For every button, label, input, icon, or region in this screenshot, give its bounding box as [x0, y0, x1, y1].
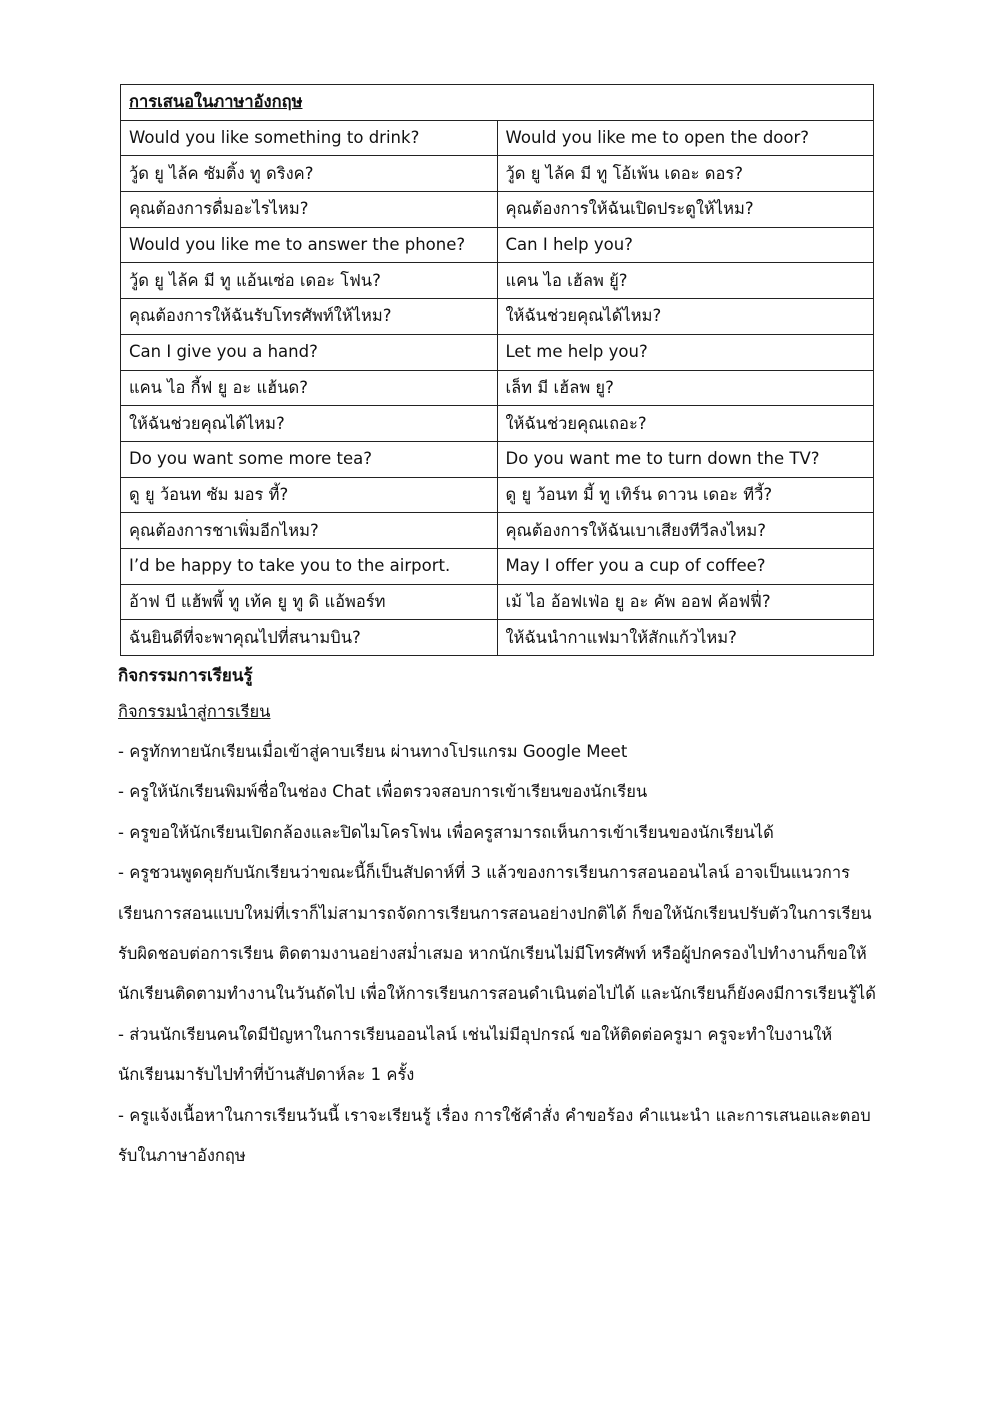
activity-line: - ครูทักทายนักเรียนเมื่อเข้าสู่คาบเรียน ผ่านทางโปรแกรม Google Meet — [118, 742, 628, 761]
phrase-cell-right: ให้ฉันช่วยคุณเถอะ? — [497, 406, 874, 442]
activity-line: นักเรียนติดตามทำงานในวันถัดไป เพื่อให้การเรียนการสอนดำเนินต่อไปได้ และนักเรียนก็ยังคงมีการเรียนรู้ได้ — [118, 984, 876, 1004]
table-row — [121, 513, 874, 549]
phrase-cell-left: Can I give you a hand? — [121, 334, 498, 370]
phrase-cell-right: Let me help you? — [497, 334, 874, 370]
phrase-cell-right: Do you want me to turn down the TV? — [497, 441, 874, 477]
phrase-cell-right: แคน ไอ เฮ้ลพ ยู้? — [497, 263, 874, 299]
table-row — [121, 334, 874, 370]
phrase-cell-right: คุณต้องการให้ฉันเบาเสียงทีวีลงไหม? — [497, 513, 874, 549]
phrase-cell-left: วู้ด ยู ไล้ค ซัมติ้ง ทู ดริงค? — [121, 156, 498, 192]
phrase-cell-left: อ้าฟ บี แฮ้พพี้ ทู เท้ค ยู ทู ดิ แอ้พอร์ท — [121, 584, 498, 620]
activity-line: นักเรียนมารับไปทำที่บ้านสัปดาห์ละ 1 ครั้ง — [118, 1065, 415, 1085]
learning-activities-section — [118, 662, 878, 1176]
phrase-cell-right: คุณต้องการให้ฉันเปิดประตูให้ไหม? — [497, 192, 874, 228]
table-row — [121, 156, 874, 192]
activity-line: - ส่วนนักเรียนคนใดมีปัญหาในการเรียนออนไลน์ เช่นไม่มีอุปกรณ์ ขอให้ติดต่อครูมา ครูจะทำใบงานให้ — [118, 1024, 833, 1044]
phrase-cell-right: ให้ฉันช่วยคุณได้ไหม? — [497, 299, 874, 335]
phrase-cell-left: คุณต้องการดื่มอะไรไหม? — [121, 192, 498, 228]
phrase-cell-right: May I offer you a cup of coffee? — [497, 548, 874, 584]
table-row — [121, 299, 874, 335]
activity-line: - ครูแจ้งเนื้อหาในการเรียนวันนี้ เราจะเรียนรู้ เรื่อง การใช้คำสั่ง คำขอร้อง คำแนะนำ และการเสนอและตอบ — [118, 1105, 871, 1125]
table-row — [121, 441, 874, 477]
phrase-cell-right: Can I help you? — [497, 227, 874, 263]
activity-line: เรียนการสอนแบบใหม่ที่เราก็ไม่สามารถจัดการเรียนการสอนอย่างปกติได้ ก็ขอให้นักเรียนปรับตัวในการเรียน — [118, 903, 872, 923]
phrase-cell-left: แคน ไอ กี้ฟ ยู อะ แฮ้นด? — [121, 370, 498, 406]
offers-phrase-table — [120, 84, 874, 656]
activity-line: - ครูขอให้นักเรียนเปิดกล้องและปิดไมโครโฟน เพื่อครูสามารถเห็นการเข้าเรียนของนักเรียนได้ — [118, 822, 774, 842]
phrase-cell-right: ดู ยู ว้อนท มี้ ทู เทิร์น ดาวน เดอะ ทีวี้? — [497, 477, 874, 513]
activity-line: รับผิดชอบต่อการเรียน ติดตามงานอย่างสม่ำเสมอ หากนักเรียนไม่มีโทรศัพท์ หรือผู้ปกครองไปทำงานก็ขอให้ — [118, 943, 867, 963]
table-row — [121, 120, 874, 156]
phrase-cell-left: ฉันยินดีที่จะพาคุณไปที่สนามบิน? — [121, 620, 498, 656]
table-header-row — [121, 85, 874, 121]
phrase-cell-left: I’d be happy to take you to the airport. — [121, 548, 498, 584]
table-row — [121, 477, 874, 513]
activity-line: - ครูให้นักเรียนพิมพ์ชื่อในช่อง Chat เพื่อตรวจสอบการเข้าเรียนของนักเรียน — [118, 782, 648, 802]
table-row — [121, 584, 874, 620]
table-heading: การเสนอในภาษาอังกฤษ — [121, 85, 874, 121]
phrase-cell-right: ให้ฉันนำกาแฟมาให้สักแก้วไหม? — [497, 620, 874, 656]
phrase-cell-left: Would you like something to drink? — [121, 120, 498, 156]
phrase-cell-left: Would you like me to answer the phone? — [121, 227, 498, 263]
phrase-cell-left: คุณต้องการชาเพิ่มอีกไหม? — [121, 513, 498, 549]
phrase-cell-right: Would you like me to open the door? — [497, 120, 874, 156]
phrase-cell-left: Do you want some more tea? — [121, 441, 498, 477]
table-row — [121, 192, 874, 228]
table-row — [121, 263, 874, 299]
phrase-cell-left: ให้ฉันช่วยคุณได้ไหม? — [121, 406, 498, 442]
phrase-cell-left: คุณต้องการให้ฉันรับโทรศัพท์ให้ไหม? — [121, 299, 498, 335]
phrase-cell-right: เล็ท มี เฮ้ลพ ยู? — [497, 370, 874, 406]
table-row — [121, 548, 874, 584]
activity-line: - ครูชวนพูดคุยกับนักเรียนว่าขณะนี้ก็เป็นสัปดาห์ที่ 3 แล้วของการเรียนการสอนออนไลน์ อาจเป็นแนวการ — [118, 863, 850, 883]
table-row — [121, 620, 874, 656]
activity-lines — [118, 732, 878, 1176]
table-row — [121, 227, 874, 263]
section-title: กิจกรรมการเรียนรู้ — [118, 666, 253, 686]
phrase-cell-right: เม้ ไอ อ้อฟเฟ่อ ยู อะ คัพ ออฟ ค้อฟฟี่? — [497, 584, 874, 620]
phrase-cell-left: วู้ด ยู ไล้ค มี ทู แอ้นเซ่อ เดอะ โฟน? — [121, 263, 498, 299]
phrase-cell-right: วู้ด ยู ไล้ค มี ทู โอ้เพ้น เดอะ ดอร? — [497, 156, 874, 192]
section-subtitle: กิจกรรมนำสู่การเรียน — [118, 702, 271, 721]
table-row — [121, 370, 874, 406]
activity-line: รับในภาษาอังกฤษ — [118, 1145, 246, 1165]
phrase-cell-left: ดู ยู ว้อนท ซัม มอร ที้? — [121, 477, 498, 513]
table-row — [121, 406, 874, 442]
